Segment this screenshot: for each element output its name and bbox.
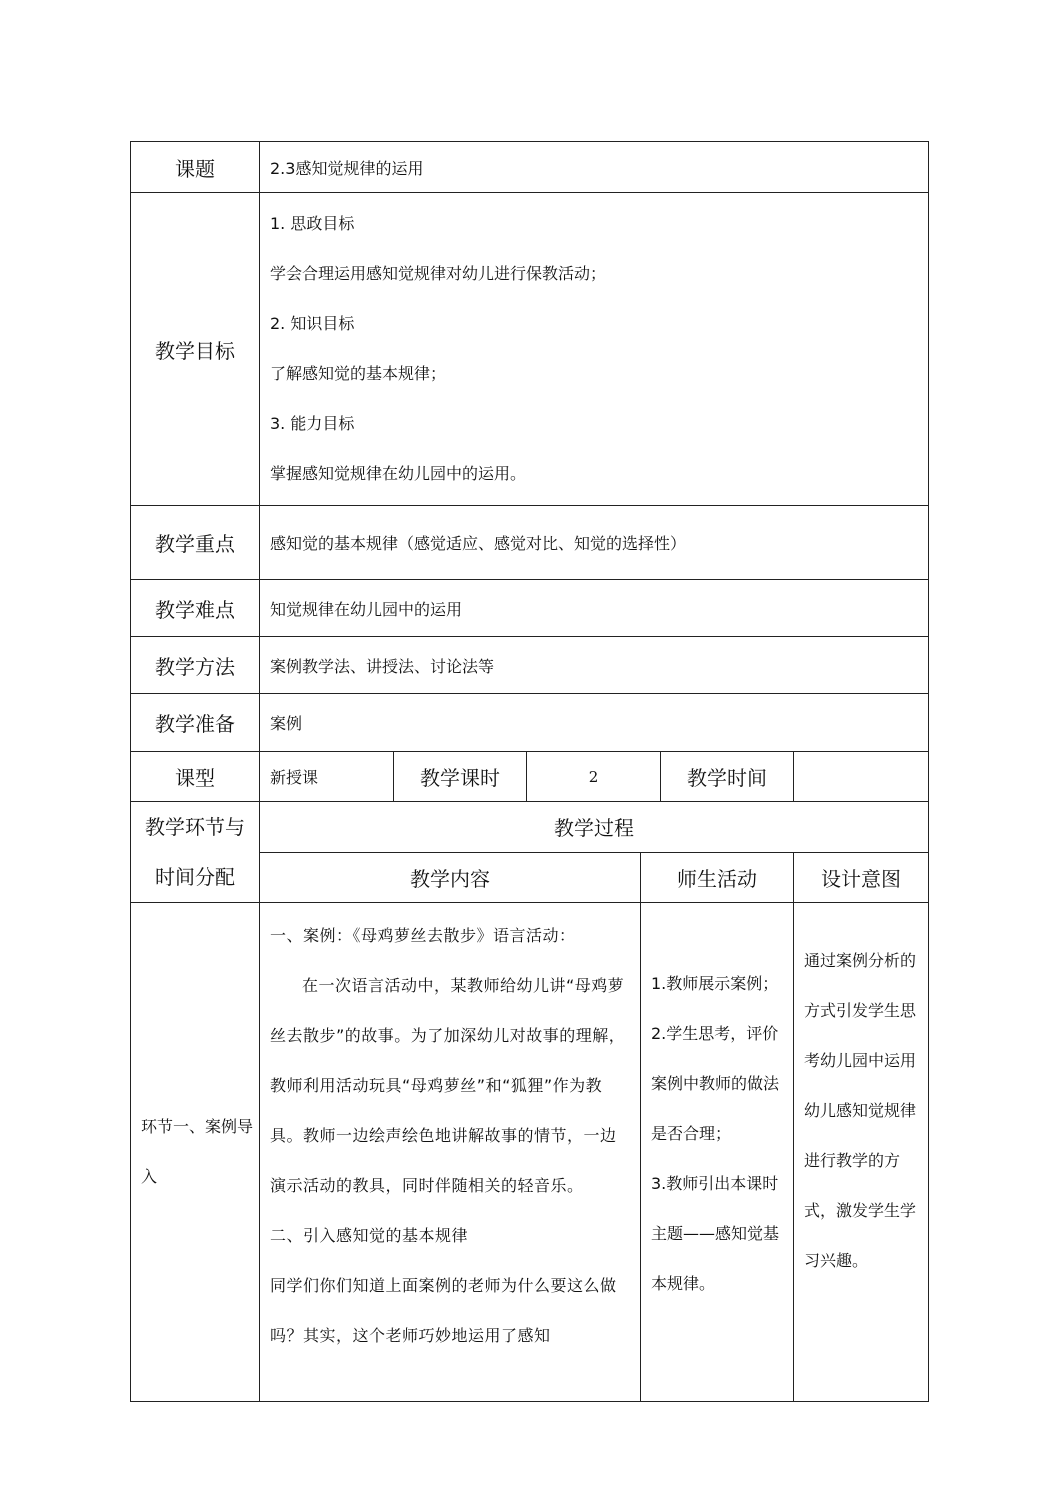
objectives-cell [260,193,929,506]
topic-label: 课题 [131,142,260,193]
methods-label: 教学方法 [131,637,260,694]
topic-value: 2.3感知觉规律的运用 [260,142,929,193]
intent-header: 设计意图 [794,852,929,903]
hours-value: 2 [527,752,661,802]
stage1-content [260,903,641,1402]
stage1-row [131,903,929,1402]
topic-row [131,142,929,193]
objective-line: 了解感知觉的基本规律； [270,364,447,383]
objective-line: 3. 能力目标 [270,414,355,433]
stage-header-line1: 教学环节与 [145,815,245,839]
time-value [794,752,929,802]
objectives-label: 教学目标 [131,193,260,506]
preparation-row [131,694,929,752]
difficulty-label: 教学难点 [131,580,260,637]
stage1-intent [794,903,929,1402]
hours-label: 教学课时 [394,752,527,802]
stage-header-line2: 时间分配 [155,865,235,889]
content-paragraph: 同学们你们知道上面案例的老师为什么要这么做吗？其实，这个老师巧妙地运用了感知 [270,1276,617,1345]
course-info-row [131,752,929,802]
content-paragraph: 一、案例：《母鸡萝丝去散步》语言活动： [270,926,576,945]
objective-line: 1. 思政目标 [270,214,355,233]
activity-item: 2.学生思考，评价案例中教师的做法是否合理； [651,1024,780,1143]
time-label: 教学时间 [661,752,794,802]
key-points-row [131,506,929,580]
activity-item: 1.教师展示案例； [651,974,779,993]
difficulty-value: 知觉规律在幼儿园中的运用 [260,580,929,637]
methods-value: 案例教学法、讲授法、讨论法等 [260,637,929,694]
preparation-value: 案例 [260,694,929,752]
stage1-activities [641,903,794,1402]
key-points-value: 感知觉的基本规律（感觉适应、感觉对比、知觉的选择性） [260,506,929,580]
activity-header: 师生活动 [641,852,794,903]
objective-line: 2. 知识目标 [270,314,355,333]
type-value: 新授课 [260,752,394,802]
type-label: 课型 [131,752,260,802]
process-header-row [131,802,929,853]
lesson-plan-table [130,141,929,1402]
objectives-row [131,193,929,506]
methods-row [131,637,929,694]
content-paragraph: 在一次语言活动中，某教师给幼儿讲“母鸡萝丝去散步”的故事。为了加深幼儿对故事的理解，教师利用活动玩具“母鸡萝丝”和“狐狸”作为教具。教师一边绘声绘色地讲解故事的情节，一边演示活动的教具，同时伴随相关的轻音乐。 [270,976,626,1195]
stage1-name: 环节一、案例导入 [131,903,260,1402]
key-points-label: 教学重点 [131,506,260,580]
content-paragraph: 二、引入感知觉的基本规律 [270,1226,469,1245]
intent-text: 通过案例分析的方式引发学生思考幼儿园中运用幼儿感知觉规律进行教学的方式，激发学生学习兴趣。 [804,951,917,1270]
process-header: 教学过程 [260,802,929,853]
preparation-label: 教学准备 [131,694,260,752]
difficulty-row [131,580,929,637]
content-header: 教学内容 [260,852,641,903]
objective-line: 掌握感知觉规律在幼儿园中的运用。 [270,464,527,483]
stage-header [131,802,260,903]
activity-item: 3.教师引出本课时主题——感知觉基本规律。 [651,1174,780,1293]
objective-line: 学会合理运用感知觉规律对幼儿进行保教活动； [270,264,607,283]
